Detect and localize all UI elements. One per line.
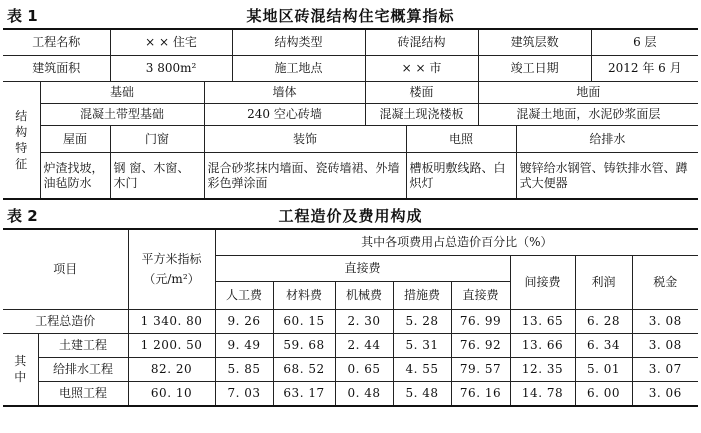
cell: 6. 28 [575, 309, 632, 333]
cell: 7. 03 [215, 381, 273, 406]
cell: 2. 44 [335, 333, 393, 357]
header-index-text: 平方米指标（元/m²） [141, 252, 202, 287]
structure-side-label-text: 结构特征 [15, 109, 28, 171]
cell: 2. 30 [335, 309, 393, 333]
row-name: 电照工程 [38, 381, 128, 406]
cell: 76. 16 [451, 381, 510, 406]
cell: 3. 06 [632, 381, 698, 406]
header-plumbing: 给排水 [516, 126, 698, 153]
row-name: 给排水工程 [38, 357, 128, 381]
header-measures: 措施费 [393, 281, 451, 309]
cell: 13. 65 [510, 309, 575, 333]
header-profit: 利润 [575, 255, 632, 309]
cell: 9. 26 [215, 309, 273, 333]
cell-label: 建筑层数 [478, 29, 591, 56]
cell: 14. 78 [510, 381, 575, 406]
table1-caption [3, 2, 698, 28]
cell: 3. 07 [632, 357, 698, 381]
cell: 68. 52 [273, 357, 335, 381]
cell: 5. 48 [393, 381, 451, 406]
header-electrical: 电照 [406, 126, 516, 153]
cell-label: 竣工日期 [478, 56, 591, 82]
structure-side-label [3, 82, 40, 200]
cell: 5. 28 [393, 309, 451, 333]
header-ground: 地面 [478, 82, 698, 104]
value-roof: 炉渣找坡，油毡防水 [40, 153, 110, 200]
table2-title: 工程造价及费用构成 [278, 207, 423, 225]
table2-caption [3, 202, 698, 228]
cell: 12. 35 [510, 357, 575, 381]
cell: 3. 08 [632, 333, 698, 357]
table1 [3, 28, 698, 200]
table2-header-row-1 [3, 229, 698, 255]
cell: 6. 34 [575, 333, 632, 357]
cell-value: 6 层 [591, 29, 698, 56]
value-floor: 混凝土现浇楼板 [365, 104, 478, 126]
header-item: 项目 [3, 229, 128, 309]
cell-value: × × 市 [365, 56, 478, 82]
cell: 82. 20 [128, 357, 215, 381]
cell-value: 砖混结构 [365, 29, 478, 56]
cell: 0. 65 [335, 357, 393, 381]
header-tax: 税金 [632, 255, 698, 309]
cell-value: 2012 年 6 月 [591, 56, 698, 82]
header-direct-subtotal: 直接费 [451, 281, 510, 309]
table2-label: 表 2 [7, 207, 38, 225]
table1-title: 某地区砖混结构住宅概算指标 [246, 7, 455, 25]
value-wall: 240 空心砖墙 [204, 104, 365, 126]
cell-label: 工程名称 [3, 29, 110, 56]
cell-value: 3 800m² [110, 56, 232, 82]
cell: 4. 55 [393, 357, 451, 381]
header-floor: 楼面 [365, 82, 478, 104]
header-foundation: 基础 [40, 82, 204, 104]
cell-label: 结构类型 [232, 29, 365, 56]
table1-row-structure-values-2 [3, 153, 698, 200]
cell: 5. 31 [393, 333, 451, 357]
header-roof: 屋面 [40, 126, 110, 153]
cell: 60. 15 [273, 309, 335, 333]
header-doors-windows: 门窗 [110, 126, 204, 153]
cell: 3. 08 [632, 309, 698, 333]
table1-row-basic-2 [3, 56, 698, 82]
value-foundation: 混凝土带型基础 [40, 104, 204, 126]
header-labor: 人工费 [215, 281, 273, 309]
table-row-civil [3, 333, 698, 357]
value-plumbing: 镀锌给水钢管、铸铁排水管、蹲式大便器 [516, 153, 698, 200]
value-ground: 混凝土地面，水泥砂浆面层 [478, 104, 698, 126]
value-decoration: 混合砂浆抹内墙面、瓷砖墙裙、外墙彩色弹涂面 [204, 153, 406, 200]
cell: 13. 66 [510, 333, 575, 357]
table-row-plumbing [3, 357, 698, 381]
value-doors-windows: 钢 窗、木窗、木门 [110, 153, 204, 200]
cell-label: 建筑面积 [3, 56, 110, 82]
header-decoration: 装饰 [204, 126, 406, 153]
cell-label: 施工地点 [232, 56, 365, 82]
header-material: 材料费 [273, 281, 335, 309]
cell: 5. 85 [215, 357, 273, 381]
cell: 6. 00 [575, 381, 632, 406]
header-machinery: 机械费 [335, 281, 393, 309]
table1-row-basic-1 [3, 29, 698, 56]
header-direct-group: 直接费 [215, 255, 510, 281]
cell: 1 200. 50 [128, 333, 215, 357]
cell: 76. 92 [451, 333, 510, 357]
value-electrical: 槽板明敷线路、白炽灯 [406, 153, 516, 200]
table1-row-structure-headers-1 [3, 82, 698, 104]
side-label-cell [3, 333, 38, 406]
table1-row-structure-values-1 [3, 104, 698, 126]
cell: 59. 68 [273, 333, 335, 357]
table-row-total [3, 309, 698, 333]
row-name: 土建工程 [38, 333, 128, 357]
header-percentage: 其中各项费用占总造价百分比（%） [215, 229, 698, 255]
table1-label: 表 1 [7, 7, 38, 25]
header-indirect: 间接费 [510, 255, 575, 309]
row-name: 工程总造价 [3, 309, 128, 333]
cell: 0. 48 [335, 381, 393, 406]
cell: 9. 49 [215, 333, 273, 357]
cell-value: × × 住宅 [110, 29, 232, 56]
table1-row-structure-headers-2 [3, 126, 698, 153]
cell: 1 340. 80 [128, 309, 215, 333]
cell: 79. 57 [451, 357, 510, 381]
cell: 63. 17 [273, 381, 335, 406]
side-label-text: 其中 [14, 354, 27, 384]
header-index [128, 229, 215, 309]
cell: 5. 01 [575, 357, 632, 381]
cell: 76. 99 [451, 309, 510, 333]
table-row-electrical [3, 381, 698, 406]
table2 [3, 228, 698, 407]
cell: 60. 10 [128, 381, 215, 406]
header-wall: 墙体 [204, 82, 365, 104]
